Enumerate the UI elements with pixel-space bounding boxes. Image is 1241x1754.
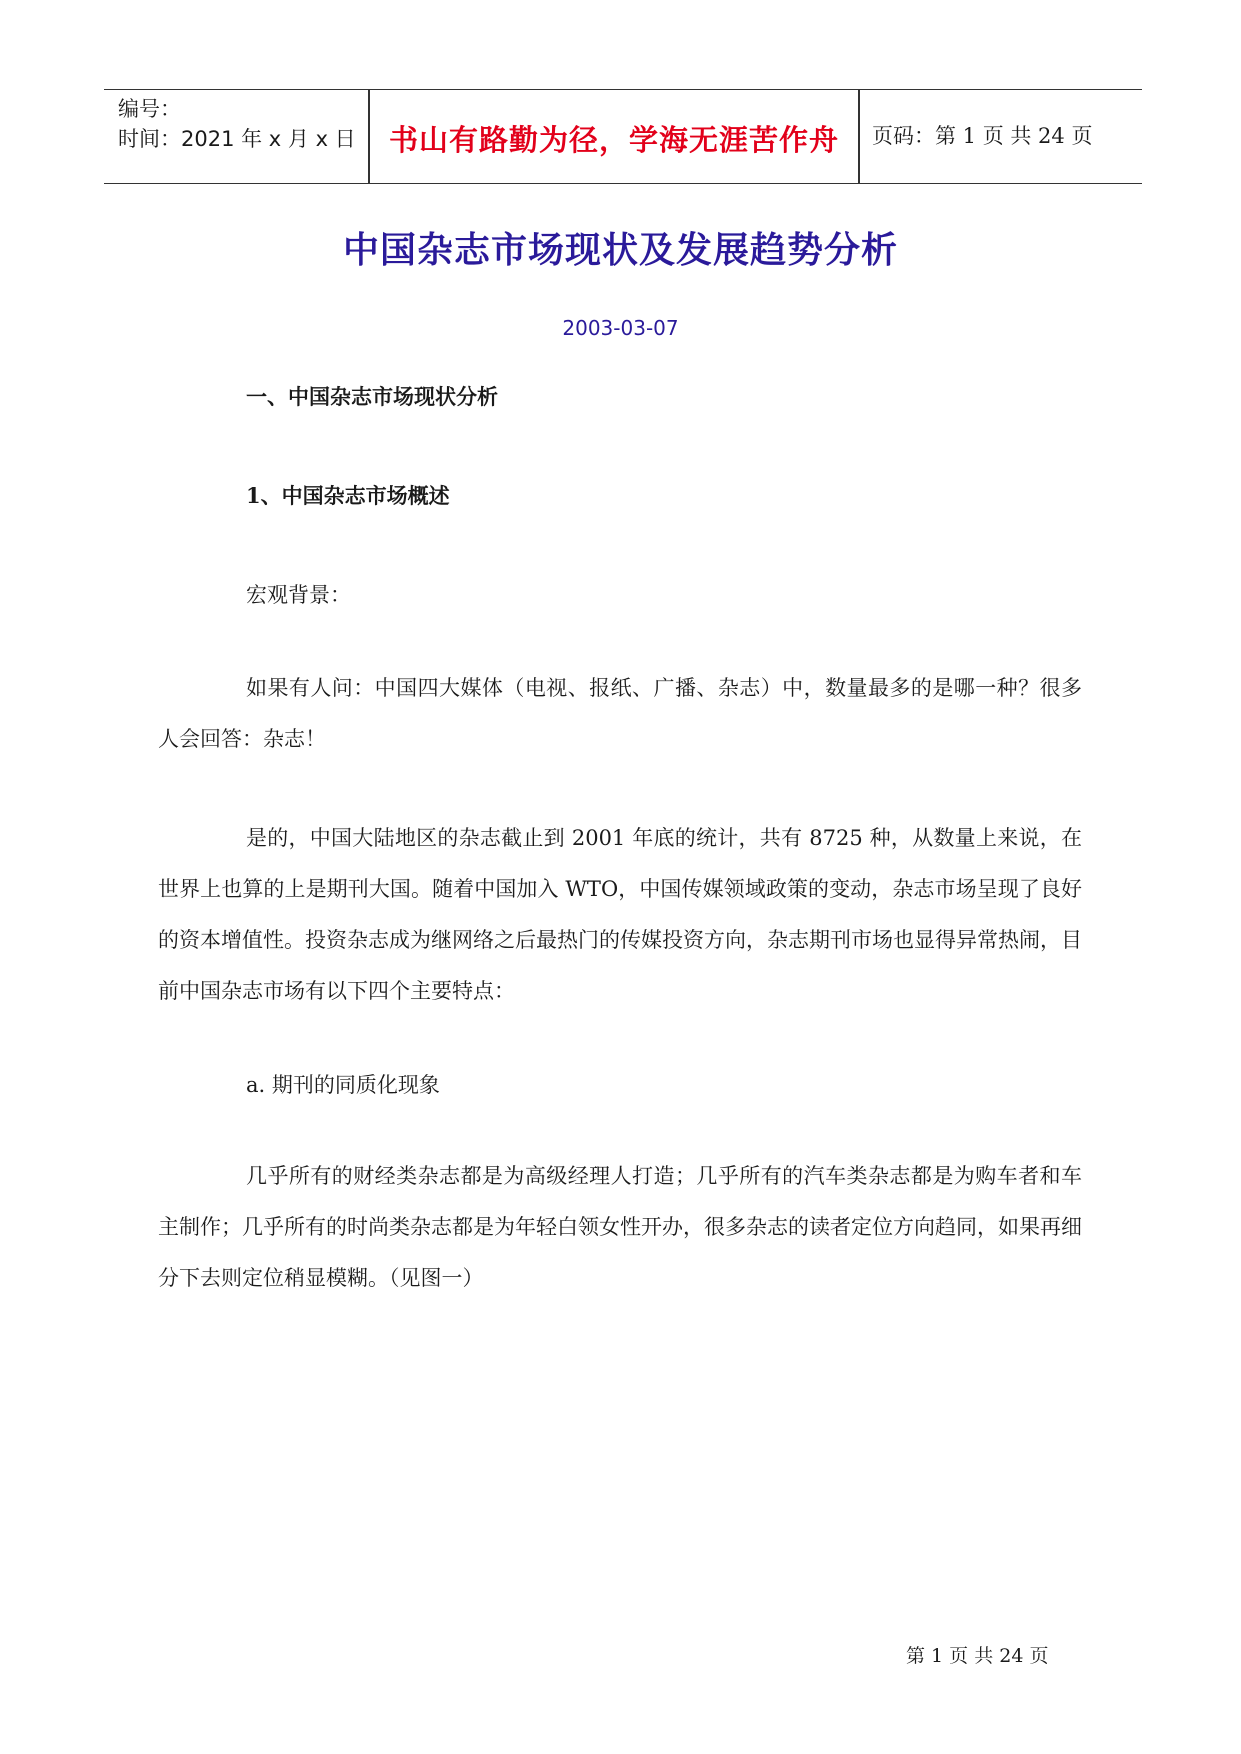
document-title: 中国杂志市场现状及发展趋势分析 <box>342 229 898 271</box>
header-left-cell <box>118 94 368 154</box>
header-motto: 书山有路勤为径，学海无涯苦作舟 <box>388 123 839 157</box>
document-date: 2003-03-07 <box>562 316 679 340</box>
macro-background-label: 宏观背景： <box>246 583 351 607</box>
section-heading: 一、中国杂志市场现状分析 <box>246 384 498 409</box>
page-footer: 第 1 页 共 24 页 <box>906 1645 1049 1667</box>
number-label: 编号： <box>118 97 181 121</box>
header-page-label: 页码：第 1 页 共 24 页 <box>872 124 1093 148</box>
paragraph-3: 几乎所有的财经类杂志都是为高级经理人打造；几乎所有的汽车类杂志都是为购车者和车主制作；几乎所有的时尚类杂志都是为年轻白领女性开办，很多杂志的读者定位方向趋同，如果再细分下去则定位稍显模糊。（见图一） <box>158 1164 1082 1290</box>
paragraph-1: 如果有人问：中国四大媒体（电视、报纸、广播、杂志）中，数量最多的是哪一种？很多人会回答：杂志！ <box>158 676 1082 751</box>
point-a-heading: a. 期刊的同质化现象 <box>246 1073 440 1097</box>
paragraph-2: 是的，中国大陆地区的杂志截止到 2001 年底的统计，共有 8725 种，从数量上来说，在世界上也算的上是期刊大国。随着中国加入 WTO，中国传媒领域政策的变动，杂志市场呈现了良好的资本增值性。投资杂志成为继网络之后最热门的传媒投资方向，杂志期刊市场也显得异常热闹，目前中国杂志市场有以下四个主要特点： <box>158 826 1082 1003</box>
subsection-heading: 1、中国杂志市场概述 <box>246 483 450 508</box>
header-divider-right <box>858 90 860 183</box>
time-label: 时间：2021 年 x 月 x 日 <box>118 127 356 151</box>
header-table <box>104 89 1142 184</box>
